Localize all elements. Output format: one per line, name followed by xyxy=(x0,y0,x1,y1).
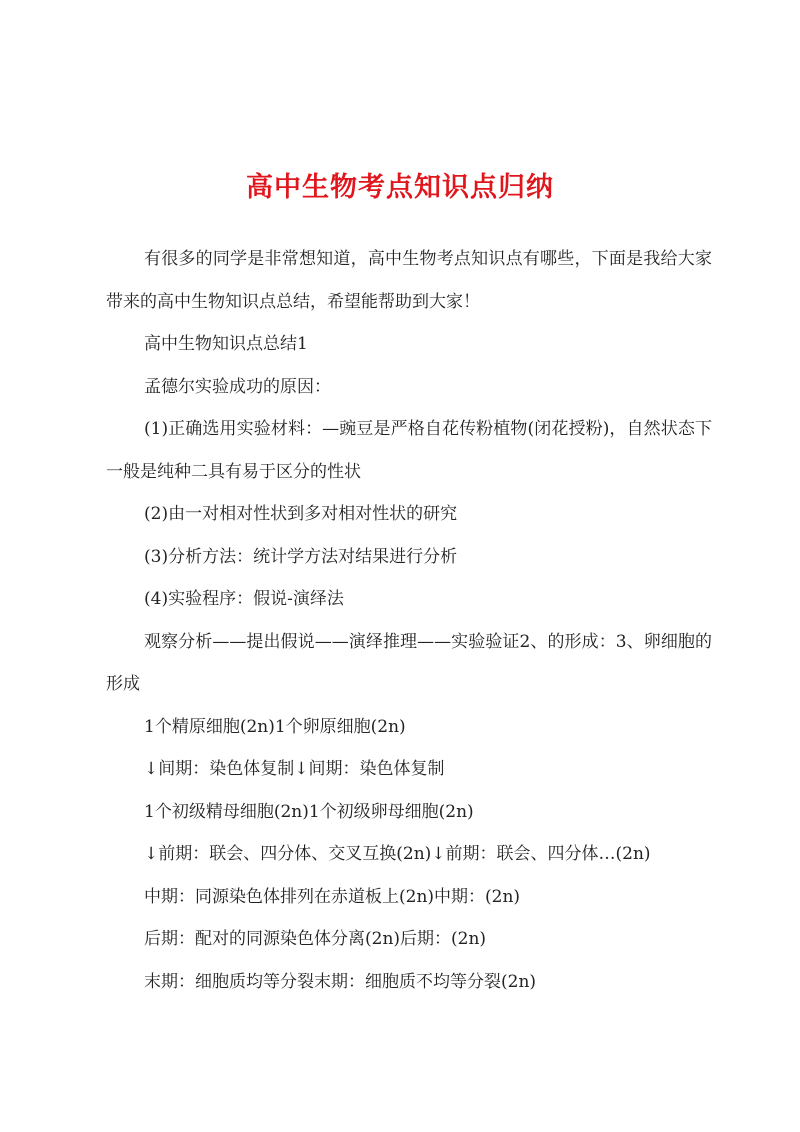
paragraph-method-flow: 观察分析——提出假说——演绎推理——实验验证2、的形成：3、卵细胞的形成 xyxy=(106,631,712,694)
paragraph-primary-cell: 1个初级精母细胞(2n)1个初级卵母细胞(2n) xyxy=(144,801,474,822)
paragraph-reason-2: (2)由一对相对性状到多对相对性状的研究 xyxy=(144,504,458,524)
paragraph-interphase: ↓间期：染色体复制↓间期：染色体复制 xyxy=(144,759,445,779)
paragraph-metaphase: 中期：同源染色体排列在赤道板上(2n)中期：(2n) xyxy=(144,886,521,907)
paragraph-cell-1: 1个精原细胞(2n)1个卵原细胞(2n) xyxy=(144,716,406,737)
paragraph-anaphase: 后期：配对的同源染色体分离(2n)后期：(2n) xyxy=(144,929,487,949)
paragraph-prophase: ↓前期：联会、四分体、交叉互换(2n)↓前期：联会、四分体…(2n) xyxy=(144,844,651,864)
intro-paragraph: 有很多的同学是非常想知道，高中生物考点知识点有哪些，下面是我给大家带来的高中生物知识点总结，希望能帮助到大家！ xyxy=(106,249,712,312)
section-heading: 高中生物知识点总结1 xyxy=(144,334,308,354)
paragraph-reason-3: (3)分析方法：统计学方法对结果进行分析 xyxy=(144,546,458,567)
document-body xyxy=(106,238,712,1003)
paragraph-reason-1: (1)正确选用实验材料：—豌豆是严格自花传粉植物(闭花授粉)，自然状态下一般是纯种二具有易于区分的性状 xyxy=(106,419,712,482)
paragraph-telophase: 末期：细胞质均等分裂末期：细胞质不均等分裂(2n) xyxy=(144,971,537,992)
paragraph-reason-4: (4)实验程序：假说-演绎法 xyxy=(144,589,344,609)
paragraph-mendel-reasons: 孟德尔实验成功的原因： xyxy=(144,376,331,397)
document-title: 高中生物考点知识点归纳 xyxy=(246,172,554,203)
